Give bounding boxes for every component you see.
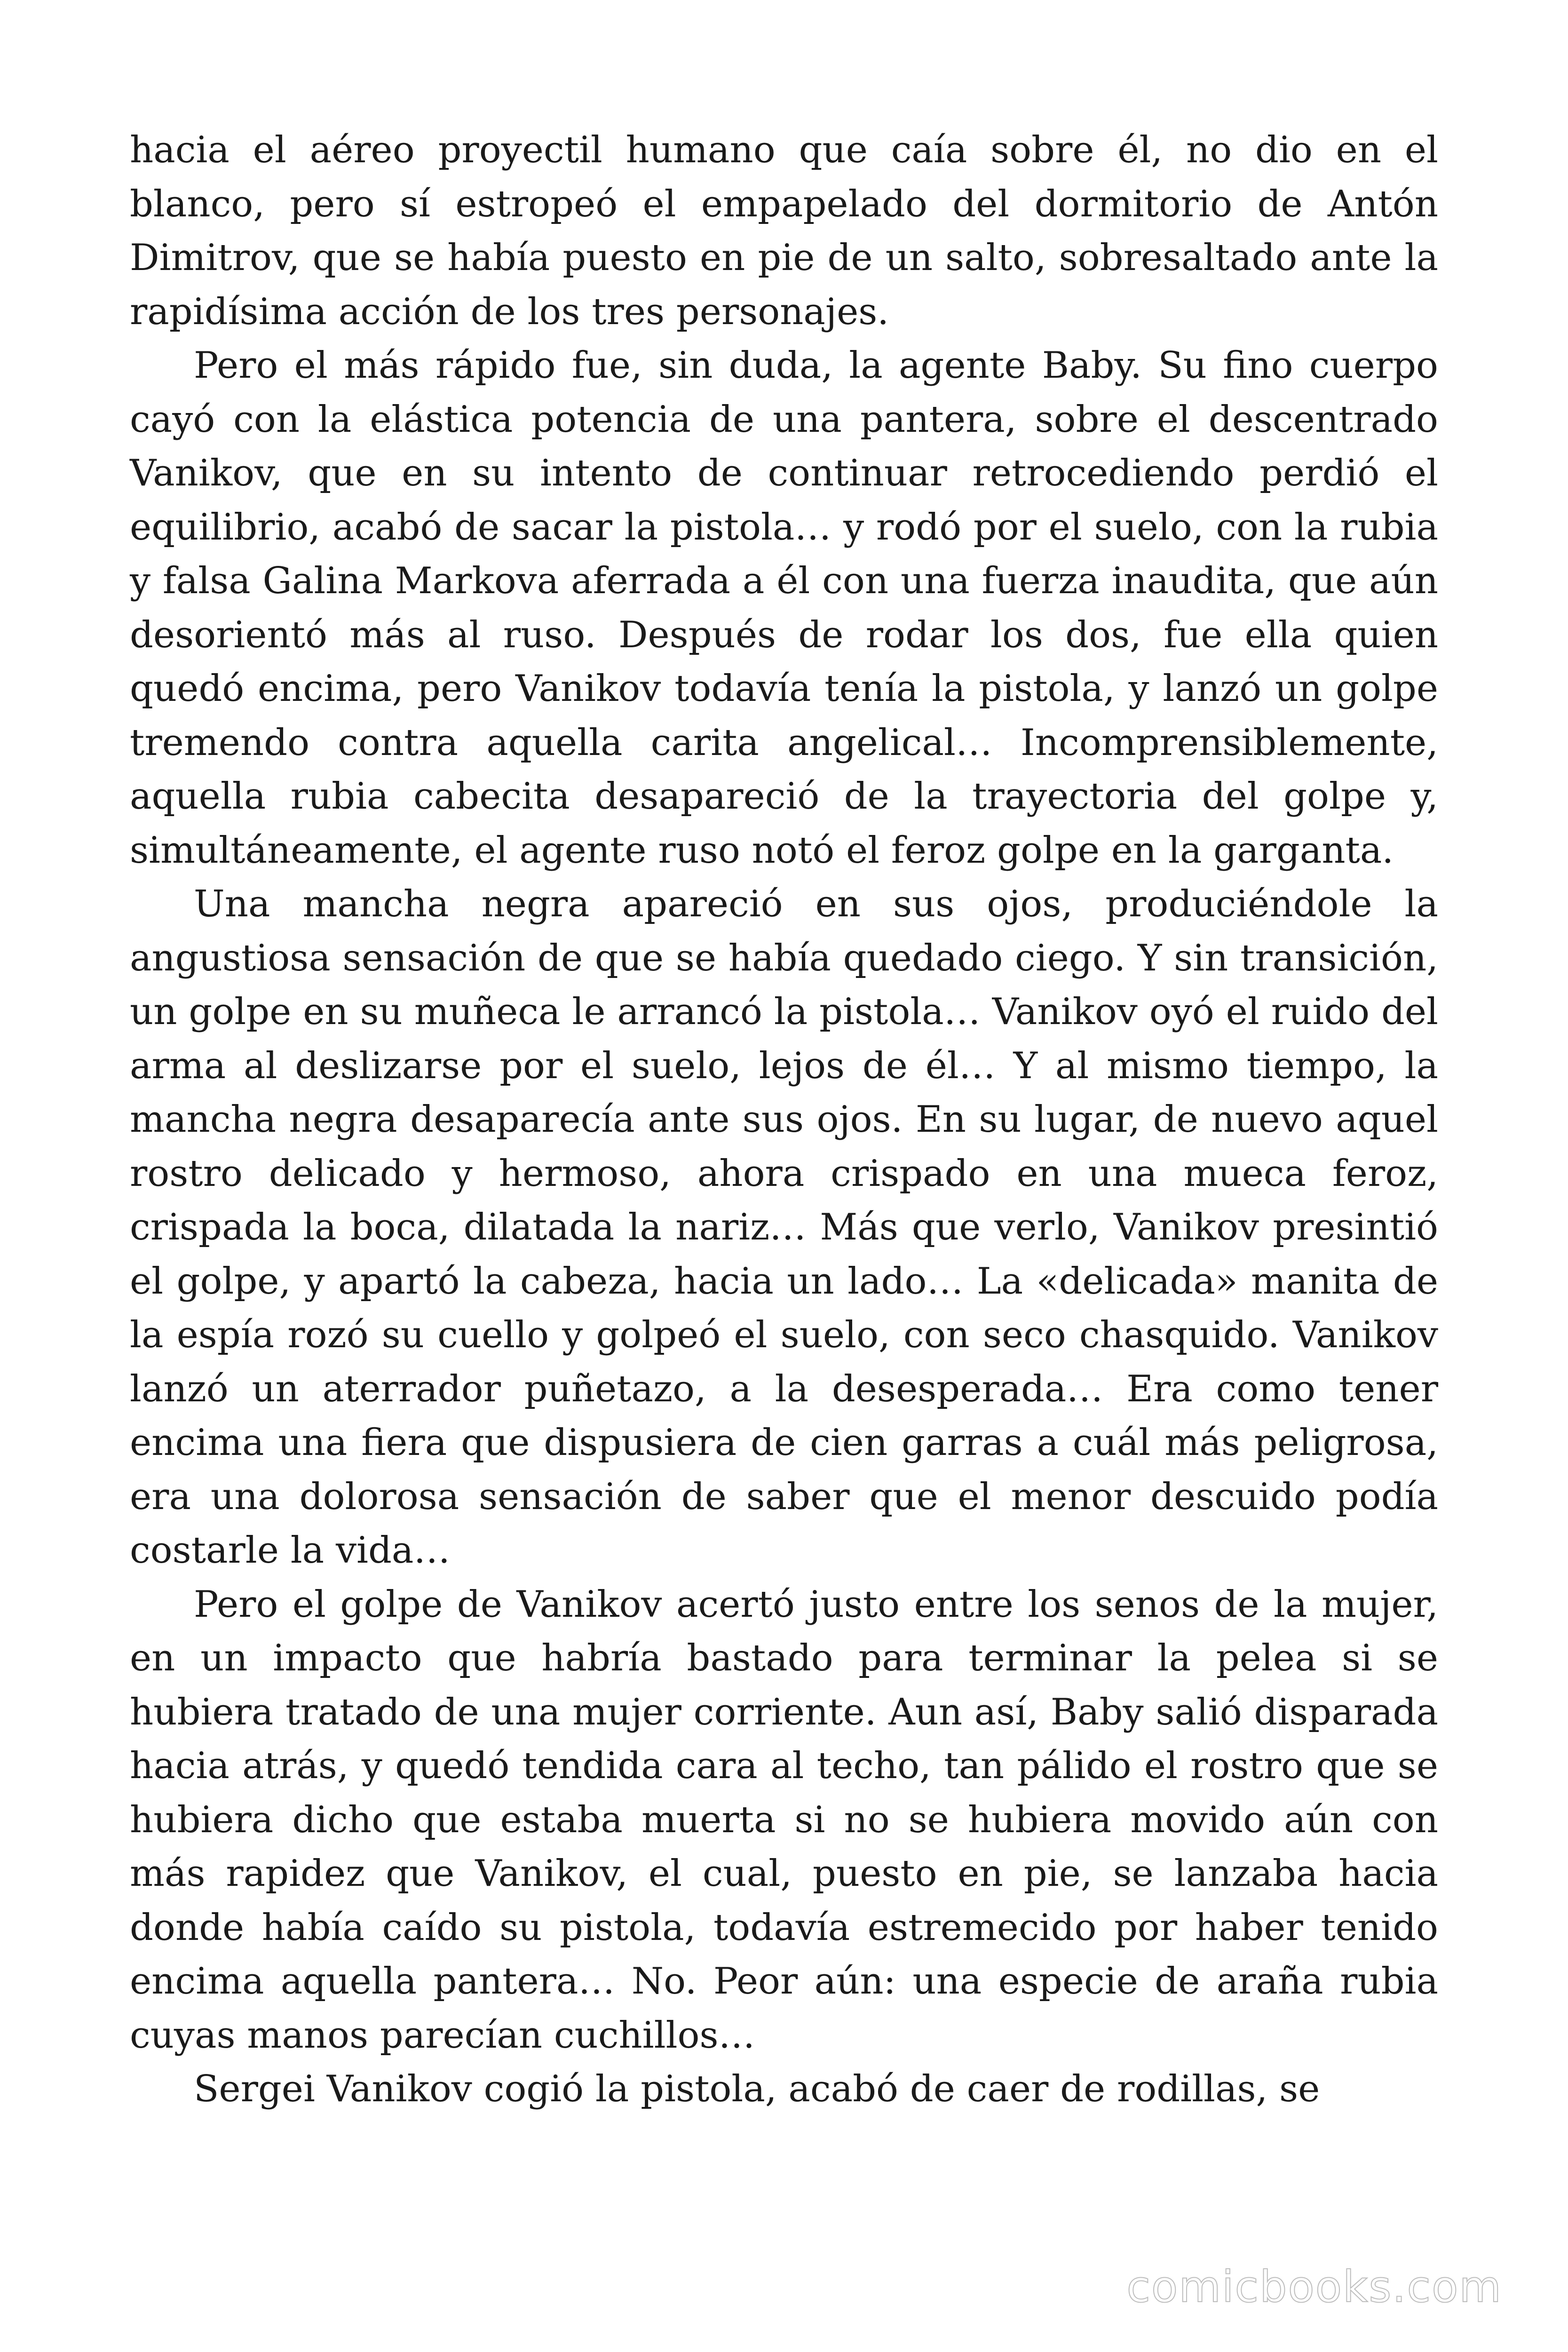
paragraph-4: Pero el golpe de Vanikov acertó justo entre los senos de la mujer, en un impacto que habría bastado para terminar la pelea si se hubiera tratado de una mujer corriente. Aun así, Baby salió disparada hacia atrás, y quedó tendida cara al techo, tan pálido el rostro que se hubiera dicho que estaba muerta si no se hubiera movido aún con más rapidez que Vanikov, el cual, puesto en pie, se lanzaba hacia donde había caído su pistola, todavía estremecido por haber tenido encima aquella pantera… No. Peor aún: una especie de araña rubia cuyas manos parecían cuchillos… <box>130 1583 1438 2057</box>
paragraph-1: hacia el aéreo proyectil humano que caía sobre él, no dio en el blanco, pero sí estropeó el empapelado del dormitorio de Antón Dimitrov, que se había puesto en pie de un salto, sobresaltado ante la rapidísima acción de los tres personajes. <box>130 129 1438 333</box>
paragraph-2: Pero el más rápido fue, sin duda, la agente Baby. Su fino cuerpo cayó con la elástica potencia de una pantera, sobre el descentrado Vanikov, que en su intento de continuar retrocediendo perdió el equilibrio, acabó de sacar la pistola… y rodó por el suelo, con la rubia y falsa Galina Markova aferrada a él con una fuerza inaudita, que aún desorientó más al ruso. Después de rodar los dos, fue ella quien quedó encima, pero Vanikov todavía tenía la pistola, y lanzó un golpe tremendo contra aquella carita angelical… Incomprensiblemente, aquella rubia cabecita desapareció de la trayectoria del golpe y, simultáneamente, el agente ruso notó el feroz golpe en la garganta. <box>130 344 1438 872</box>
watermark: comicbooks.com <box>1126 2262 1502 2312</box>
paragraph-3: Una mancha negra apareció en sus ojos, produciéndole la angustiosa sensación de que se había quedado ciego. Y sin transición, un golpe en su muñeca le arrancó la pistola… Vanikov oyó el ruido del arma al deslizarse por el suelo, lejos de él… Y al mismo tiempo, la mancha negra desaparecía ante sus ojos. En su lugar, de nuevo aquel rostro delicado y hermoso, ahora crispado en una mueca feroz, crispada la boca, dilatada la nariz… Más que verlo, Vanikov presintió el golpe, y apartó la cabeza, hacia un lado… La «delicada» manita de la espía rozó su cuello y golpeó el suelo, con seco chasquido. Vanikov lanzó un aterrador puñetazo, a la desesperada… Era como tener encima una fiera que dispusiera de cien garras a cuál más peligrosa, era una dolorosa sensación de saber que el menor descuido podía costarle la vida… <box>130 883 1438 1572</box>
paragraph-5: Sergei Vanikov cogió la pistola, acabó de caer de rodillas, se <box>194 2068 1320 2110</box>
page-body <box>130 123 1438 2116</box>
